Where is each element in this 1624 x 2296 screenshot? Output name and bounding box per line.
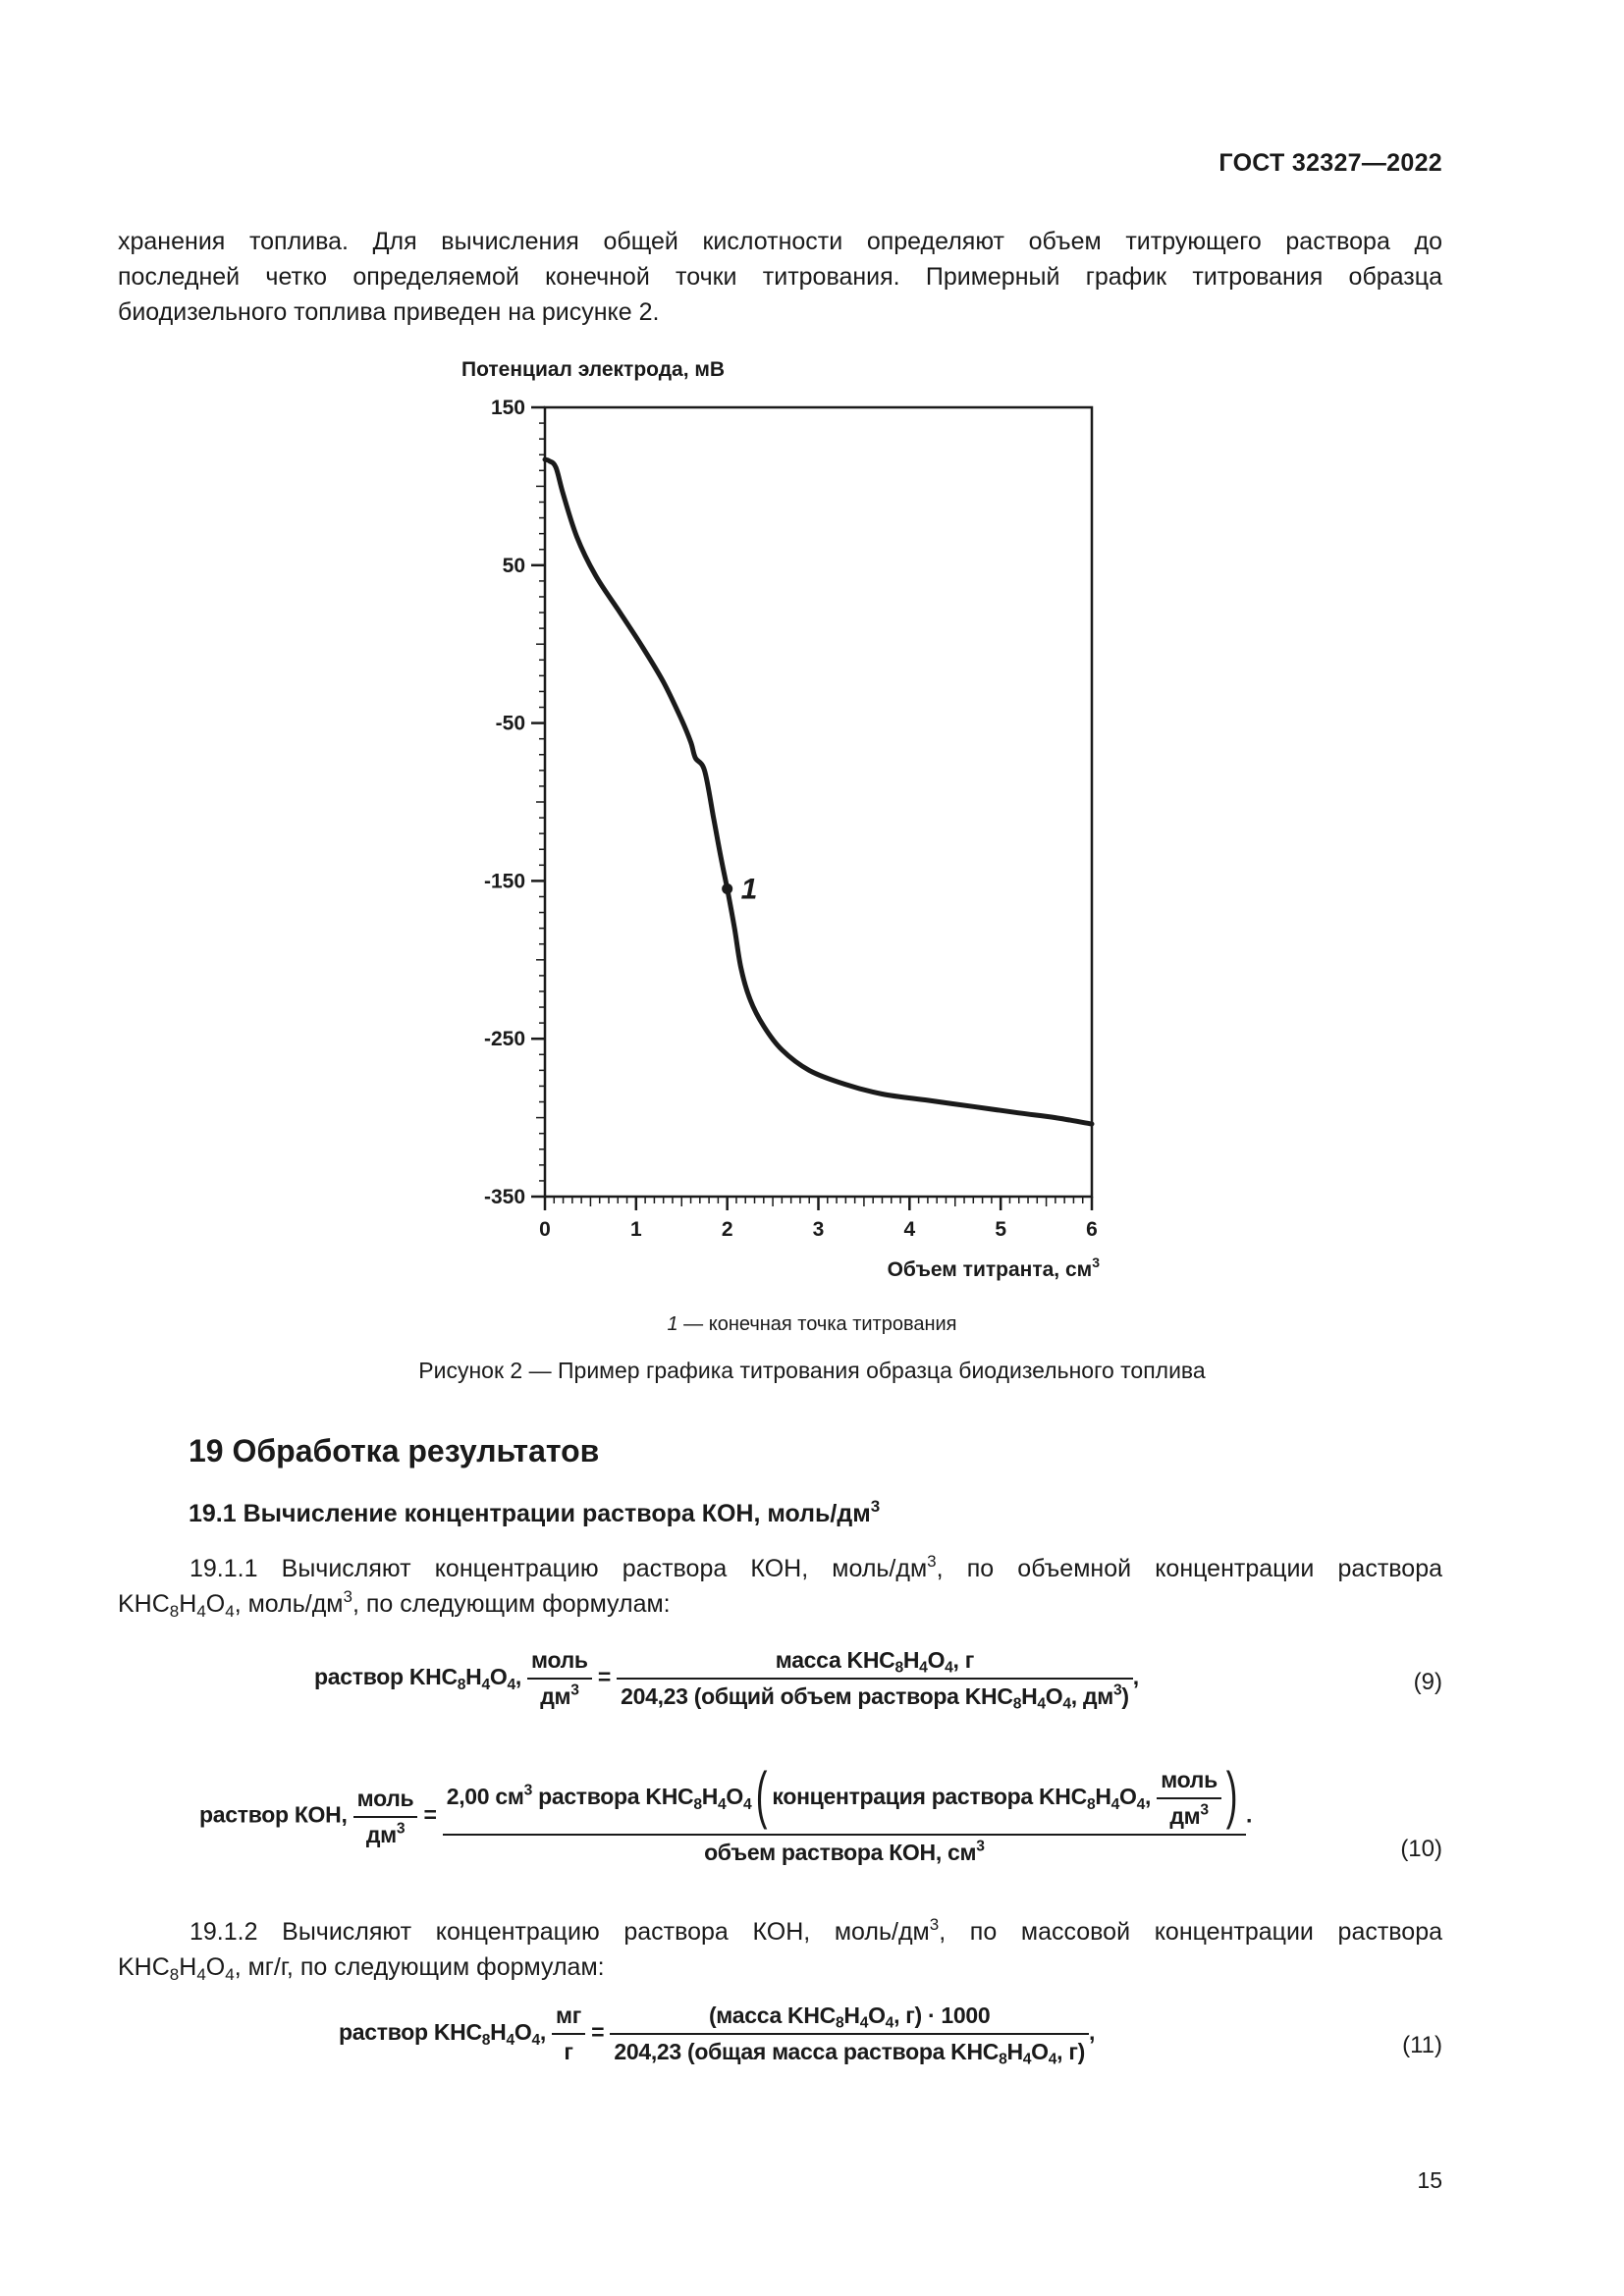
legend-text: — конечная точка титрования bbox=[677, 1313, 957, 1335]
x-tick-label: 0 bbox=[539, 1218, 551, 1241]
section-title: 19 Обработка результатов bbox=[189, 1433, 600, 1468]
chart-xlabel: Объем титранта, $см^3$ bbox=[887, 1255, 1100, 1281]
f10-unit: $\frac{\text{моль}}{дм^3}$ bbox=[353, 1786, 418, 1848]
x-tick-label: 2 bbox=[721, 1218, 733, 1241]
chart-ylabel: Потенциал электрода, мВ bbox=[461, 358, 726, 381]
formula-10: раствор КОН, $\frac{\text{моль}}{дм^3}$ = 2,00 $см^3$ раствора $KHC_8H_4O_4$( концентрация раствора $KHC_8H_4O_4$, $\frac{\text{моль}}{дм^3}$ ) объем раствора КОН, $см^3$ . bbox=[199, 1759, 1253, 1865]
figure-legend bbox=[0, 1313, 1624, 1336]
intro-line-1: хранения топлива. Для вычисления общей кислотности определяют объем титрующего раствора до bbox=[118, 228, 1442, 255]
x-axis-ticks bbox=[539, 1197, 1098, 1241]
p1912-line-2: $KHC_8H_4O_4$, мг/г, по следующим формулам: bbox=[118, 1953, 605, 1985]
page-number: 15 bbox=[1417, 2167, 1442, 2193]
x-tick-label: 1 bbox=[629, 1218, 642, 1241]
endpoint-marker bbox=[722, 883, 732, 894]
intro-line-2: последней четко определяемой конечной точки титрования. Примерный график титрования образца bbox=[118, 263, 1442, 291]
formula-9: раствор $KHC_8H_4O_4$, $\frac{\text{моль}}{дм^3}$ = $\frac{масса KHC_8H_4O_4, г}{204,23 (общий объем раствора KHC_8H_4O_4, дм^3)}$ , bbox=[314, 1647, 1139, 1713]
subsection-title: 19.1 Вычисление концентрации раствора КОН, моль/$дм^3$ bbox=[189, 1496, 881, 1527]
x-tick-label: 4 bbox=[903, 1218, 916, 1241]
paragraph-19-1-1 bbox=[118, 1551, 1442, 1622]
formula-11: раствор $KHC_8H_4O_4$, $\frac{мг}{г}$ = $\frac{(масса KHC_8H_4O_4, г) \cdot 1000}{204,23 (общая масса раствора KHC_8H_4O_4, г)}$ , bbox=[339, 2002, 1096, 2068]
y-tick-label: -150 bbox=[483, 870, 525, 893]
y-tick-label: 150 bbox=[490, 397, 525, 419]
f9-unit: $\frac{\text{моль}}{дм^3}$ bbox=[527, 1647, 592, 1710]
y-tick-label: -350 bbox=[483, 1186, 525, 1208]
f10-fraction: 2,00 $см^3$ раствора $KHC_8H_4O_4$( концентрация раствора $KHC_8H_4O_4$, $\frac{\text{моль}}{дм^3}$ ) объем раствора КОН, $см^3$ bbox=[443, 1767, 1246, 1866]
formula-9-number: (9) bbox=[1413, 1669, 1442, 1695]
f10-inner-unit: $\frac{\text{моль}}{дм^3}$ bbox=[1157, 1767, 1221, 1830]
y-tick-label: 50 bbox=[502, 554, 525, 577]
p1911-line-1: 19.1.1 Вычисляют концентрацию раствора КОН, моль/$дм^3$, по объемной концентрации раствора bbox=[189, 1551, 1443, 1582]
x-tick-label: 3 bbox=[812, 1218, 825, 1241]
figure-caption: Рисунок 2 — Пример графика титрования образца биодизельного топлива bbox=[418, 1358, 1206, 1383]
endpoint-label: 1 bbox=[740, 873, 758, 906]
y-axis-ticks bbox=[484, 397, 545, 1208]
p1912-line-1: 19.1.2 Вычисляют концентрацию раствора КОН, моль/$дм^3$, по массовой концентрации раствора bbox=[189, 1914, 1443, 1946]
f11-unit: $\frac{мг}{г}$ bbox=[552, 2002, 585, 2065]
formula-11-number: (11) bbox=[1402, 2032, 1442, 2058]
plot-frame bbox=[545, 407, 1092, 1197]
paragraph-19-1-2 bbox=[118, 1914, 1442, 1985]
x-tick-label: 5 bbox=[995, 1218, 1007, 1241]
f9-fraction: $\frac{масса KHC_8H_4O_4, г}{204,23 (общий объем раствора KHC_8H_4O_4, дм^3)}$ bbox=[617, 1647, 1133, 1710]
f11-fraction: $\frac{(масса KHC_8H_4O_4, г) \cdot 1000}{204,23 (общая масса раствора KHC_8H_4O_4, г)}$ bbox=[610, 2002, 1089, 2065]
p1911-line-2: $KHC_8H_4O_4$, моль/$дм^3$, по следующим формулам: bbox=[118, 1586, 671, 1622]
y-tick-label: -250 bbox=[483, 1028, 525, 1051]
y-tick-label: -50 bbox=[495, 712, 525, 735]
titration-curve bbox=[545, 459, 1092, 1124]
x-tick-label: 6 bbox=[1086, 1218, 1098, 1241]
legend-number: 1 bbox=[667, 1313, 678, 1335]
document-header: ГОСТ 32327—2022 bbox=[1218, 149, 1442, 177]
intro-line-3: биодизельного топлива приведен на рисунке 2. bbox=[118, 298, 660, 326]
formula-10-number: (10) bbox=[1400, 1836, 1442, 1862]
